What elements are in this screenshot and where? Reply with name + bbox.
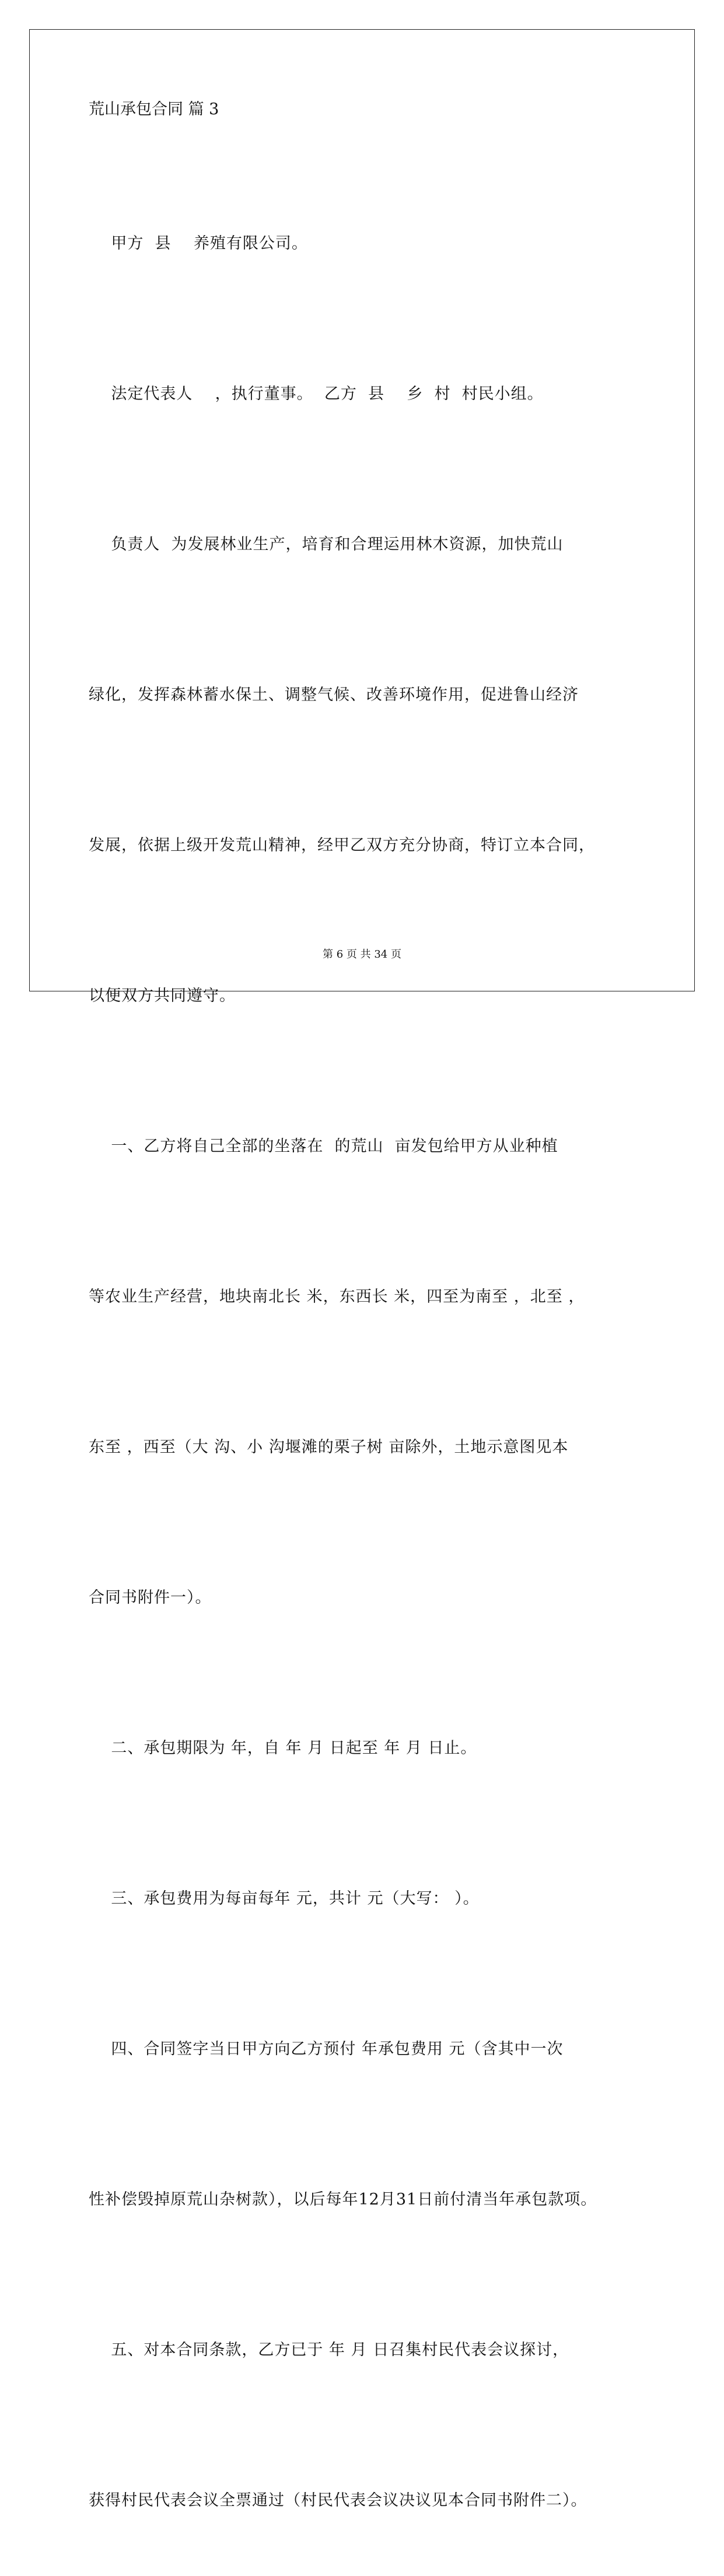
- body-line: 法定代表人 ，执行董事。 乙方 县 乡 村 村民小组。: [89, 385, 544, 403]
- body-line: 以便双方共同遵守。: [89, 987, 236, 1005]
- body-line: 东至 ，西至（大 沟、小 沟堰滩的栗子树 亩除外，土地示意图见本: [89, 1438, 569, 1456]
- body-line: 二、承包期限为 年，自 年 月 日起至 年 月 日止。: [89, 1739, 477, 1757]
- body-line: 四、合同签字当日甲方向乙方预付 年承包费用 元（含其中一次: [89, 2040, 564, 2058]
- body-line: 获得村民代表会议全票通过（村民代表会议决议见本合同书附件二）。: [89, 2491, 587, 2510]
- document-title: 荒山承包合同 篇 3: [89, 100, 219, 118]
- body-line: 五、对本合同条款，乙方已于 年 月 日召集村民代表会议探讨，: [89, 2341, 569, 2359]
- body-line: 性补偿毁掉原荒山杂树款），以后每年12月31日前付清当年承包款项。: [89, 2191, 597, 2209]
- body-line: 等农业生产经营，地块南北长 米，东西长 米，四至为南至 ，北至 ，: [89, 1288, 585, 1306]
- body-line: 三、承包费用为每亩每年 元，共计 元（大写： ）。: [89, 1890, 480, 1908]
- document-body: [89, 118, 637, 2576]
- body-line: 甲方 县 养殖有限公司。: [89, 234, 308, 253]
- body-line: 绿化，发挥森林蓄水保土、调整气候、改善环境作用，促进鲁山经济: [89, 686, 579, 704]
- body-line: 发展，依据上级开发荒山精神，经甲乙双方充分协商，特订立本合同，: [89, 836, 595, 854]
- body-line: 负责人 为发展林业生产，培育和合理运用林木资源，加快荒山: [89, 535, 564, 553]
- body-line: 一、乙方将自己全部的坐落在 的荒山 亩发包给甲方从业种植: [89, 1137, 558, 1155]
- body-line: 合同书附件一）。: [89, 1589, 212, 1607]
- page-number-footer: 第 6 页 共 34 页: [323, 948, 401, 961]
